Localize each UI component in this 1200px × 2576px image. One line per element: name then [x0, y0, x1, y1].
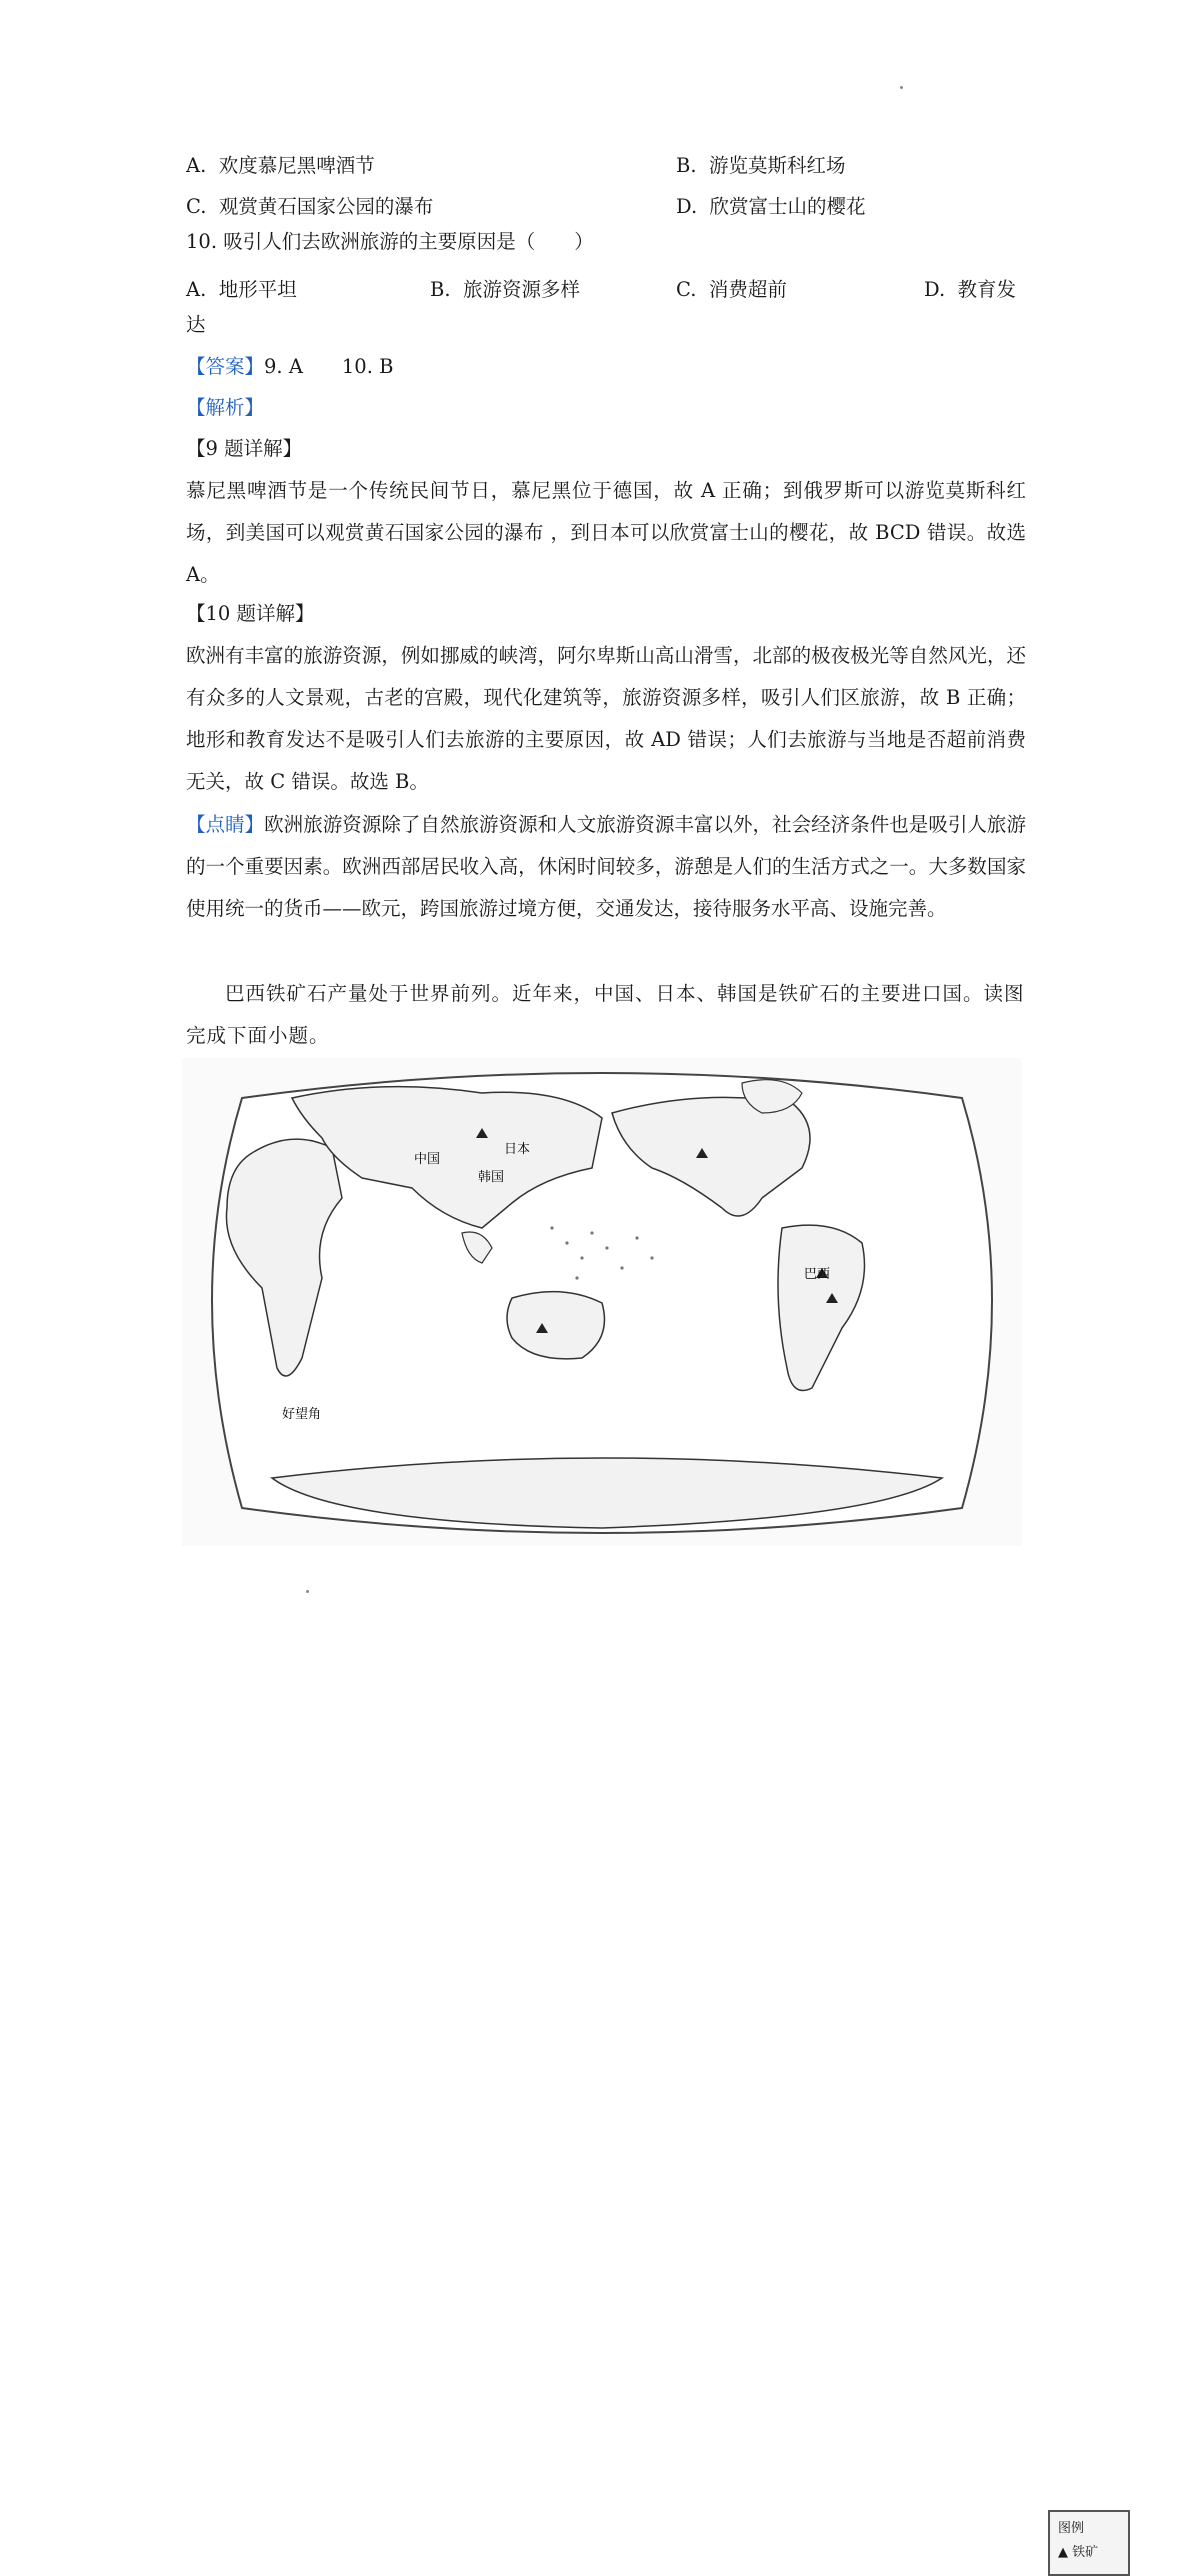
answer-label: 【答案】 [186, 355, 265, 378]
legend-item-label: 铁矿 [1072, 2545, 1099, 2560]
triangle-icon: ▲ [1058, 2545, 1068, 2560]
q9-option-c: C. 观赏黄石国家公园的瀑布 [186, 195, 434, 218]
q10-detail-body: 欧洲有丰富的旅游资源，例如挪威的峡湾，阿尔卑斯山高山滑雪，北部的极夜极光等自然风光，还有众多的人文景观，古老的宫殿，现代化建筑等，旅游资源多样，吸引人们区旅游，故 B 正确；地形和教育发达不是吸引人们去旅游的主要原因，故 AD 错误；人们去旅游与当地是否超前消费无关，故 C 错误。故选 B。 [186, 644, 1026, 793]
q9-option-d: D. 欣赏富士山的樱花 [676, 195, 866, 218]
world-map-figure [182, 1058, 1099, 2560]
tip-label: 【点睛】 [186, 813, 265, 836]
label-cape-of-good-hope: 好望角 [282, 1407, 322, 1422]
label-brazil: 巴西 [804, 1267, 831, 1282]
legend-title: 图例 [1058, 2521, 1085, 2536]
analysis-label: 【解析】 [186, 396, 265, 419]
map-question-intro: 巴西铁矿石产量处于世界前列。近年来，中国、日本、韩国是铁矿石的主要进口国。读图完成下面小题。 [186, 982, 1025, 1047]
world-map [182, 1058, 1022, 1546]
q10-stem: 10. 吸引人们去欧洲旅游的主要原因是（ ） [186, 230, 594, 253]
q10-option-c: C. 消费超前 [676, 278, 787, 301]
scan-speck [900, 86, 903, 89]
label-china: 中国 [414, 1152, 441, 1167]
q10-option-d-wrap: 达 [186, 313, 206, 336]
map-legend [1048, 2510, 1130, 2576]
answer-line [186, 357, 393, 377]
q10-option-a: A. 地形平坦 [186, 278, 297, 301]
tip-paragraph [186, 804, 1026, 930]
answer-text: 9. A 10. B [264, 355, 394, 378]
q10-option-d: D. 教育发 [924, 278, 1017, 301]
q9-detail-title: 【9 题详解】 [186, 437, 303, 460]
legend-item [1050, 2541, 1128, 2560]
label-korea: 韩国 [478, 1170, 505, 1185]
q9-option-b: B. 游览莫斯科红场 [676, 154, 846, 177]
q9-detail-body: 慕尼黑啤酒节是一个传统民间节日，慕尼黑位于德国，故 A 正确；到俄罗斯可以游览莫斯科红场，到美国可以观赏黄石国家公园的瀑布 ，到日本可以欣赏富士山的樱花，故 BCD 错误。故选 A。 [186, 479, 1026, 586]
q10-option-b: B. 旅游资源多样 [430, 278, 580, 301]
label-japan: 日本 [504, 1142, 531, 1157]
tip-body: 欧洲旅游资源除了自然旅游资源和人文旅游资源丰富以外，社会经济条件也是吸引人旅游的一个重要因素。欧洲西部居民收入高，休闲时间较多，游憩是人们的生活方式之一。大多数国家使用统一的货币——欧元，跨国旅游过境方便，交通发达，接待服务水平高、设施完善。 [186, 813, 1026, 920]
q9-option-a: A. 欢度慕尼黑啤酒节 [186, 154, 375, 177]
q10-detail-title: 【10 题详解】 [186, 602, 315, 625]
scan-speck [306, 1590, 309, 1593]
